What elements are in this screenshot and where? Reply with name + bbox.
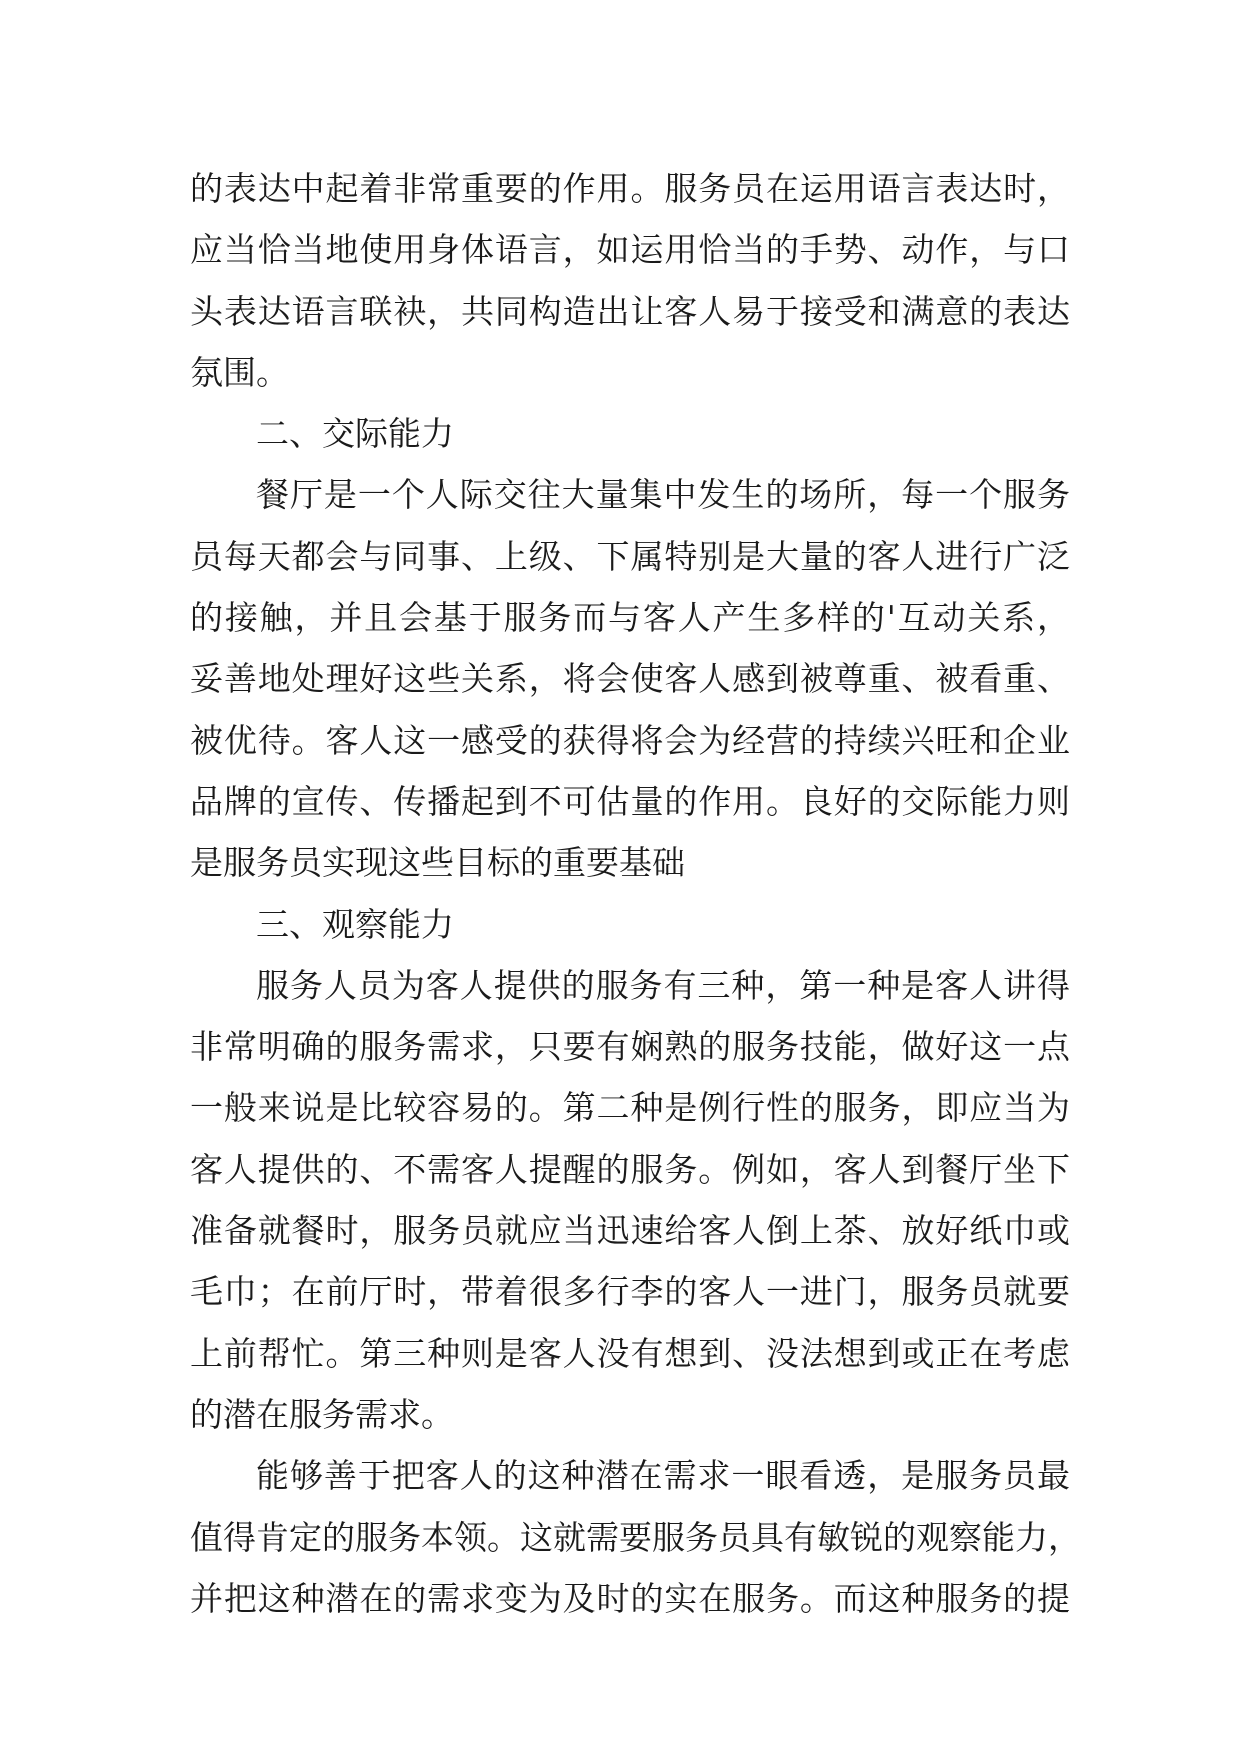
text-line: 头表达语言联袂，共同构造出让客人易于接受和满意的表达	[190, 291, 1070, 331]
paragraph	[190, 158, 1070, 403]
text-line: 品牌的宣传、传播起到不可估量的作用。良好的交际能力则	[190, 781, 1070, 821]
text-line: 并把这种潜在的需求变为及时的实在服务。而这种服务的提	[190, 1578, 1070, 1618]
text-line: 客人提供的、不需客人提醒的服务。例如，客人到餐厅坐下	[190, 1149, 1070, 1189]
text-line: 妥善地处理好这些关系，将会使客人感到被尊重、被看重、	[190, 659, 1070, 699]
text-line: 服务人员为客人提供的服务有三种，第一种是客人讲得	[256, 965, 1070, 1005]
text-line: 值得肯定的服务本领。这就需要服务员具有敏锐的观察能力，	[190, 1517, 1081, 1557]
text-line: 准备就餐时，服务员就应当迅速给客人倒上茶、放好纸巾或	[190, 1211, 1070, 1251]
paragraph	[190, 464, 1070, 893]
text-line: 是服务员实现这些目标的重要基础	[190, 843, 685, 883]
text-line: 的表达中起着非常重要的作用。服务员在运用语言表达时，	[190, 169, 1070, 208]
text-line: 被优待。客人这一感受的获得将会为经营的持续兴旺和企业	[190, 720, 1070, 760]
text-line: 的潜在服务需求。	[190, 1394, 454, 1434]
document-body	[190, 158, 1081, 1629]
text-line: 一般来说是比较容易的。第二种是例行性的服务，即应当为	[190, 1088, 1070, 1128]
text-line: 的接触，并且会基于服务而与客人产生多样的'互动关系，	[190, 598, 1070, 638]
text-line: 毛巾；在前厅时，带着很多行李的客人一进门，服务员就要	[190, 1272, 1070, 1312]
text-line: 氛围。	[190, 352, 289, 392]
text-line: 上前帮忙。第三种则是客人没有想到、没法想到或正在考虑	[190, 1333, 1070, 1373]
text-line: 餐厅是一个人际交往大量集中发生的场所，每一个服务	[256, 475, 1070, 515]
paragraph	[190, 1445, 1081, 1629]
text-line: 能够善于把客人的这种潜在需求一眼看透，是服务员最	[256, 1456, 1070, 1496]
paragraph	[190, 955, 1070, 1445]
section-heading: 二、交际能力	[256, 414, 454, 454]
text-line: 应当恰当地使用身体语言，如运用恰当的手势、动作，与口	[190, 230, 1070, 270]
section-heading: 三、观察能力	[256, 904, 454, 944]
text-line: 非常明确的服务需求，只要有娴熟的服务技能，做好这一点	[190, 1027, 1070, 1067]
text-line: 员每天都会与同事、上级、下属特别是大量的客人进行广泛	[190, 536, 1070, 576]
